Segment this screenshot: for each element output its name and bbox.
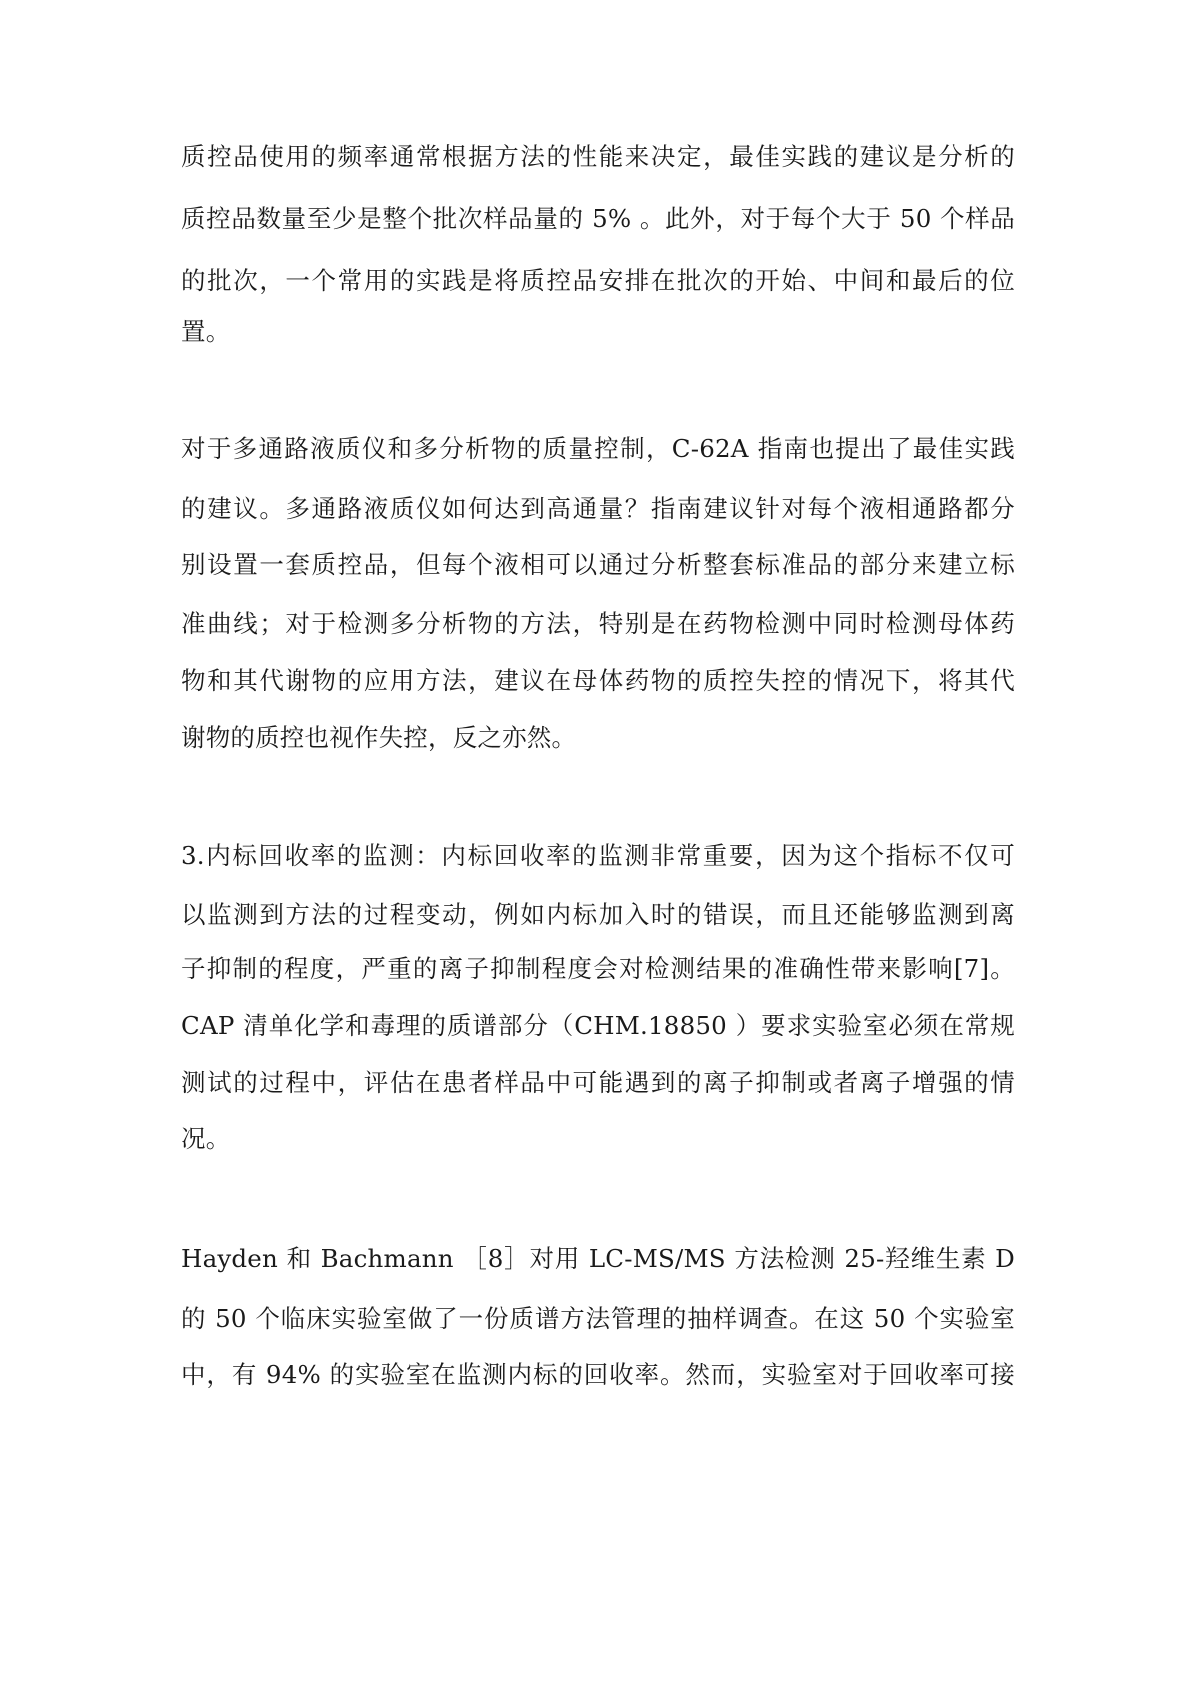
paragraph-3-line-3: 子抑制的程度，严重的离子抑制程度会对检测结果的准确性带来影响[7]。	[181, 954, 1015, 983]
paragraph-4-line-2: 的 50 个临床实验室做了一份质谱方法管理的抽样调查。在这 50 个实验室	[181, 1304, 1015, 1333]
paragraph-1-line-1: 质控品使用的频率通常根据方法的性能来决定，最佳实践的建议是分析的	[181, 142, 1015, 171]
paragraph-2-line-4: 准曲线；对于检测多分析物的方法，特别是在药物检测中同时检测母体药	[181, 609, 1015, 638]
paragraph-3-line-1: 3.内标回收率的监测：内标回收率的监测非常重要，因为这个指标不仅可	[181, 841, 1015, 870]
paragraph-2-line-5: 物和其代谢物的应用方法，建议在母体药物的质控失控的情况下，将其代	[181, 666, 1015, 695]
paragraph-3-line-5: 测试的过程中，评估在患者样品中可能遇到的离子抑制或者离子增强的情	[181, 1068, 1015, 1097]
paragraph-2-line-2: 的建议。多通路液质仪如何达到高通量？指南建议针对每个液相通路都分	[181, 494, 1015, 523]
paragraph-4-line-3: 中，有 94% 的实验室在监测内标的回收率。然而，实验室对于回收率可接	[181, 1360, 1015, 1389]
paragraph-1-line-2: 质控品数量至少是整个批次样品量的 5% 。此外，对于每个大于 50 个样品	[181, 204, 1015, 233]
paragraph-2-line-3: 别设置一套质控品，但每个液相可以通过分析整套标准品的部分来建立标	[181, 550, 1015, 579]
paragraph-3-line-2: 以监测到方法的过程变动，例如内标加入时的错误，而且还能够监测到离	[181, 900, 1015, 929]
paragraph-3-line-6: 况。	[181, 1124, 231, 1153]
paragraph-1-line-4: 置。	[181, 317, 231, 346]
paragraph-3-line-4: CAP 清单化学和毒理的质谱部分（CHM.18850 ）要求实验室必须在常规	[181, 1011, 1015, 1040]
paragraph-2-line-1: 对于多通路液质仪和多分析物的质量控制，C-62A 指南也提出了最佳实践	[181, 434, 1015, 463]
paragraph-4-line-1: Hayden 和 Bachmann ［8］对用 LC-MS/MS 方法检测 25-羟维生素 D	[181, 1244, 1015, 1273]
paragraph-2-line-6: 谢物的质控也视作失控，反之亦然。	[181, 723, 577, 752]
paragraph-1-line-3: 的批次，一个常用的实践是将质控品安排在批次的开始、中间和最后的位	[181, 266, 1015, 295]
